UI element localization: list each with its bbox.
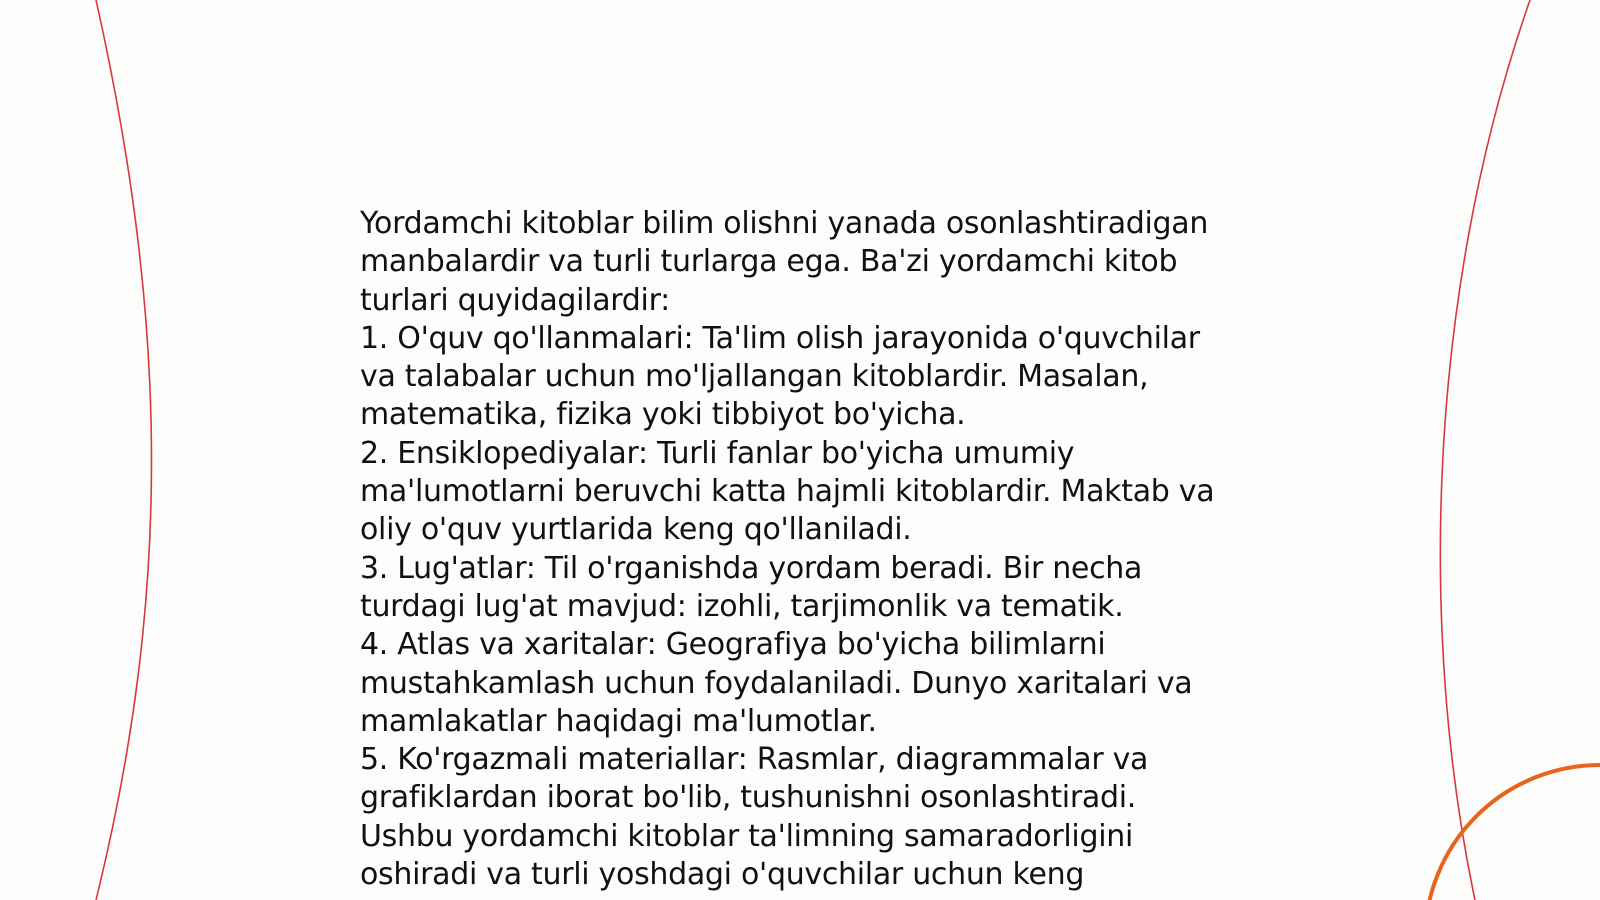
body-line: 2. Ensiklopediyalar: Turli fanlar bo'yicha umumiy xyxy=(360,435,1075,471)
body-line: manbalardir va turli turlarga ega. Ba'zi yordamchi kitob xyxy=(360,244,1178,280)
body-line: 3. Lug'atlar: Til o'rganishda yordam beradi. Bir necha xyxy=(360,550,1143,586)
body-line: oliy o'quv yurtlarida keng qo'llaniladi. xyxy=(360,512,912,548)
body-line: Ushbu yordamchi kitoblar ta'limning samaradorligini xyxy=(360,818,1133,854)
body-line: 4. Atlas va xaritalar: Geografiya bo'yicha bilimlarni xyxy=(360,627,1106,663)
body-line: Yordamchi kitoblar bilim olishni yanada osonlashtiradigan xyxy=(360,206,1209,241)
body-line: mamlakatlar haqidagi ma'lumotlar. xyxy=(360,703,877,739)
body-line: turlari quyidagilardir: xyxy=(360,282,670,318)
body-line: 5. Ko'rgazmali materiallar: Rasmlar, diagrammalar va xyxy=(360,742,1149,778)
body-line: matematika, fizika yoki tibbiyot bo'yicha. xyxy=(360,397,966,433)
body-line: va talabalar uchun mo'ljallangan kitoblardir. Masalan, xyxy=(360,359,1149,395)
body-line: grafiklardan iborat bo'lib, tushunishni osonlashtiradi. xyxy=(360,780,1136,816)
body-line: 1. O'quv qo'llanmalari: Ta'lim olish jarayonida o'quvchilar xyxy=(360,320,1200,356)
body-line: turdagi lug'at mavjud: izohli, tarjimonlik va tematik. xyxy=(360,588,1124,624)
body-line: oshiradi va turli yoshdagi o'quvchilar uchun keng xyxy=(360,857,1085,893)
left-decorative-curve xyxy=(96,0,152,900)
bottom-right-orange-arc xyxy=(1425,765,1600,900)
right-decorative-curve xyxy=(1440,0,1530,900)
slide-body-text xyxy=(360,205,1240,894)
body-line: ma'lumotlarni beruvchi katta hajmli kitoblardir. Maktab va xyxy=(360,474,1215,510)
body-line: mustahkamlash uchun foydalaniladi. Dunyo xaritalari va xyxy=(360,665,1193,701)
